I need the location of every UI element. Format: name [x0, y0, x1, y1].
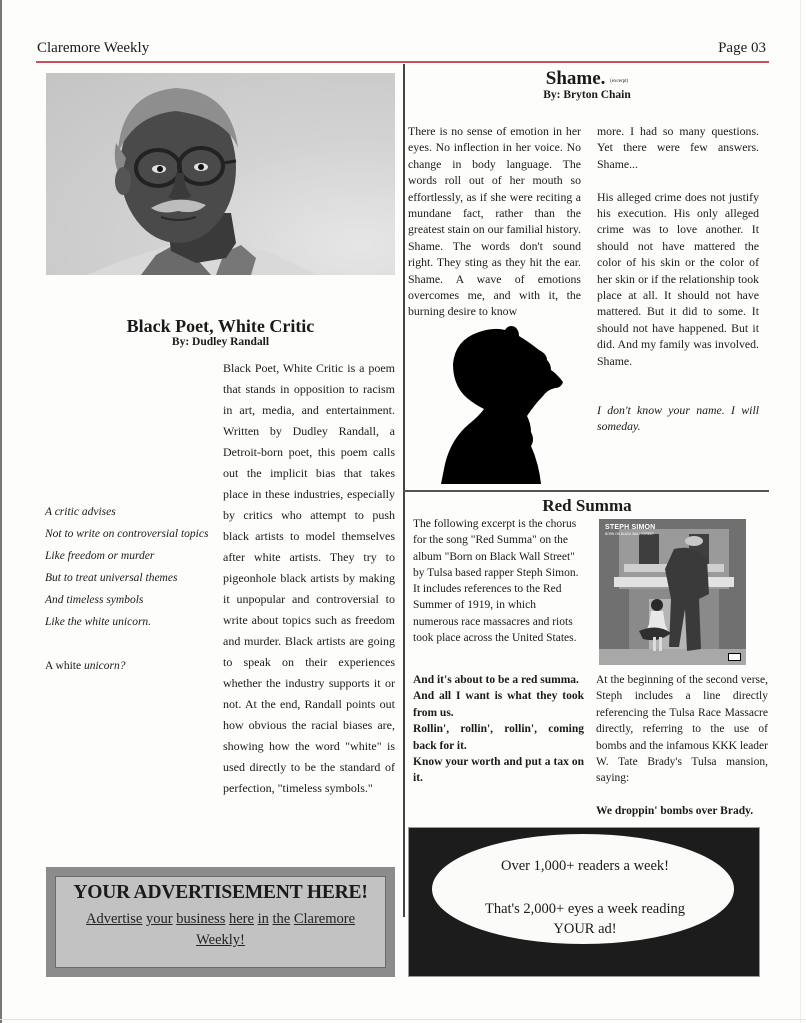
ad-headline: YOUR ADVERTISEMENT HERE!	[73, 882, 368, 903]
article-byline: By: Dudley Randall	[171, 336, 270, 348]
closing-italic: I don't know your name. I will someday.	[597, 402, 759, 434]
article-body: Black Poet, White Critic is a poem that stands in opposition to racism in art, media, and entertainment. Written by Dudley Randall, a Detroit-born poet, this poem calls out the implicit bias that takes place in these industries, especially by critics who attempt to push black artists to model themselves after white artists. They try to pigeonhole black artists by making it unpopular and controversial to write about topics such as freedom and murder. Black artists are going to speak on their experiences whether the industry supports it or not. At the end, Randall points out how obvious the racial biases are, showing how the word "white" is used directly to be the standard of perfection, "timeless symbols."	[223, 361, 395, 795]
ad-link[interactable]: your	[145, 911, 173, 927]
page-edge	[0, 0, 2, 1023]
poem-line: A critic advises	[45, 506, 116, 518]
section-divider	[403, 490, 769, 492]
poem-excerpt	[45, 501, 225, 677]
poem-line: And timeless symbols	[45, 594, 144, 606]
lyric-quote: We droppin' bombs over Brady.	[596, 805, 754, 818]
ad-eyes-line: That's 2,000+ eyes a week reading YOUR ad!	[484, 901, 686, 937]
article-title: Black Poet, White Critic	[126, 316, 315, 336]
article-body-column-1: There is no sense of emotion in her eyes. No inflection in her voice. No change in body language. The words roll out of her mouth so effortlessly, as if she were reciting a mundane fact, rather than the greatest stain on our familial history. Shame. The words don't sound right. They sting as they hit the ear. Shame. A wave of emotions overcomes me, and with it, the burning desire to know	[408, 124, 581, 319]
ad-readers-line: Over 1,000+ readers a week!	[500, 858, 669, 874]
page-edge	[0, 1019, 806, 1020]
page-edge	[800, 0, 801, 1023]
ad-link[interactable]: Claremore	[293, 911, 356, 927]
ad-link[interactable]: Advertise	[85, 911, 143, 927]
ad-link-text	[56, 909, 385, 951]
advertisement-placeholder[interactable]	[46, 867, 395, 977]
ad-link[interactable]: here	[228, 911, 254, 927]
article-byline: By: Bryton Chain	[543, 89, 631, 101]
article-title: Shame. (excerpt)	[545, 68, 629, 89]
album-artist: STEPH SIMON	[605, 524, 656, 531]
poem-line: Not to write on controversial topics	[45, 528, 209, 540]
ad-link[interactable]: Weekly!	[196, 932, 245, 948]
article-intro: The following excerpt is the chorus for the song "Red Summa" on the album "Born on Black Wall Street" by Tulsa based rapper Steph Simon. It includes references to the Red Summer of 1919, in which numerous race massacres and riots took place across the United States.	[413, 518, 579, 645]
header-rule	[36, 61, 769, 63]
album-title: BORN ON BLACK WALL STREET	[605, 532, 655, 536]
lyric-line: And all I want is what they took from us.	[413, 690, 584, 719]
excerpt-note: (excerpt)	[610, 79, 629, 84]
parental-advisory-icon	[728, 653, 741, 661]
ad-link[interactable]: in	[257, 911, 269, 927]
lyric-line: And it's about to be a red summa.	[413, 674, 579, 686]
article-title: Red Summa	[542, 496, 632, 515]
ad-link[interactable]: business	[176, 911, 226, 927]
lyric-line: Rollin', rollin', rollin', coming back for it.	[413, 723, 584, 752]
portrait-photo	[46, 73, 395, 275]
publication-name: Claremore Weekly	[37, 40, 150, 56]
article-body-column-2: more. I had so many questions. Yet there were few answers. Shame... His alleged crime does not justify his execution. His only alleged crime was to love another. It should not have mattered the color of his skin or the color of her skin or if the relationship took place at all. It should not have mattered. But it did to some. It should not have happened. But it did. And my family was involved. Shame. I don't know your name. I will someday.	[597, 124, 759, 434]
page-number: Page 03	[718, 40, 766, 56]
poem-line: Like the white unicorn.	[45, 616, 152, 628]
article-body: At the beginning of the second verse, Steph includes a line directly referencing the Tulsa Race Massacre directly, referring to the use of bombs and the infamous KKK leader W. Tate Brady's Tulsa mansion, saying: We droppin' bombs over Brady.	[596, 672, 768, 820]
poem-closing-line: A white unicorn?	[45, 660, 126, 672]
ad-link[interactable]: the	[272, 911, 291, 927]
album-cover-image	[599, 519, 746, 665]
silhouette-image	[439, 324, 567, 484]
lyric-line: Know your worth and put a tax on it.	[413, 756, 584, 785]
poem-line: Like freedom or murder	[45, 550, 155, 562]
readership-ad	[408, 827, 760, 977]
lyrics-excerpt	[413, 672, 584, 787]
poem-line: But to treat universal themes	[45, 572, 178, 584]
